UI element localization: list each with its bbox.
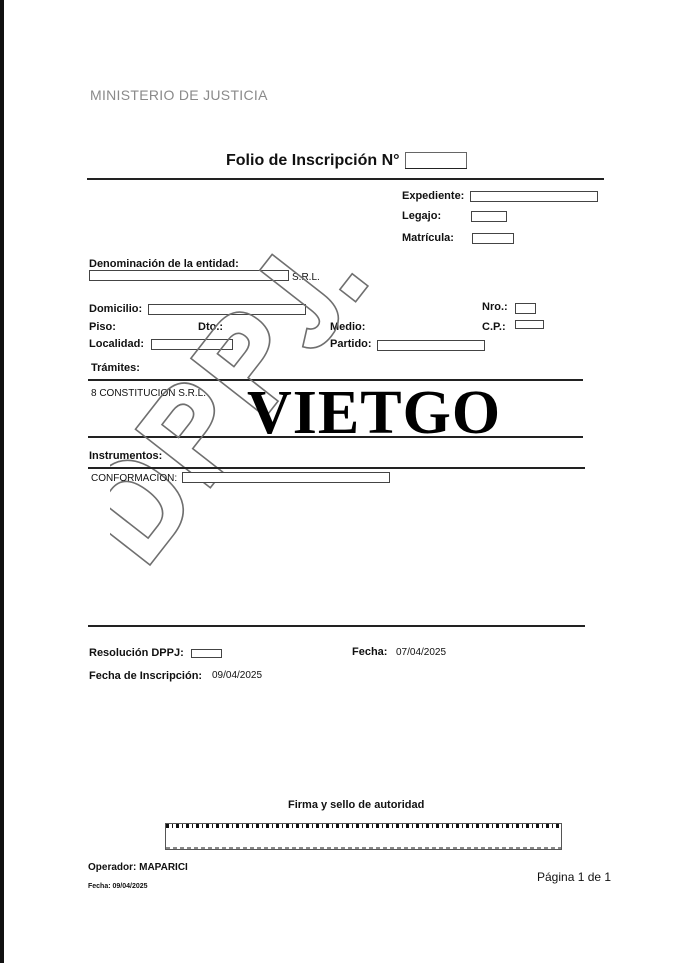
folio-title: Folio de Inscripción N° — [226, 152, 400, 169]
domicilio-label: Domicilio: — [89, 303, 143, 315]
partido-label: Partido: — [330, 338, 372, 350]
matricula-label: Matrícula: — [402, 232, 454, 244]
signature-scan-marks-bottom — [166, 847, 561, 849]
expediente-field[interactable] — [470, 191, 598, 202]
fecha-label: Fecha: — [352, 646, 388, 658]
piso-label: Piso: — [89, 321, 116, 333]
header-rule — [87, 178, 604, 180]
operator-label: Operador: MAPARICI — [88, 862, 188, 873]
signature-scan-marks — [166, 823, 561, 828]
medio-label: Medio: — [330, 321, 366, 333]
signature-field[interactable] — [165, 823, 562, 850]
nro-label: Nro.: — [482, 301, 508, 313]
denominacion-label: Denominación de la entidad: — [89, 258, 239, 270]
instrumentos-label: Instrumentos: — [89, 450, 163, 462]
tramites-label: Trámites: — [91, 362, 140, 374]
inscripcion-label: Fecha de Inscripción: — [89, 670, 203, 682]
dto-label: Dto.: — [198, 321, 224, 333]
localidad-label: Localidad: — [89, 338, 145, 350]
section-rule — [88, 625, 585, 627]
resolucion-label: Resolución DPPJ: — [89, 647, 184, 659]
instrumentos-field[interactable] — [182, 472, 390, 483]
page-number: Página 1 de 1 — [537, 870, 612, 884]
expediente-label: Expediente: — [402, 190, 465, 202]
cp-label: C.P.: — [482, 321, 506, 333]
inscripcion-value: 09/04/2025 — [212, 670, 263, 681]
page-edge — [0, 0, 4, 963]
footer-date: Fecha: 09/04/2025 — [88, 883, 148, 890]
fecha-value: 07/04/2025 — [396, 647, 447, 658]
folio-number-field[interactable] — [405, 152, 467, 168]
ministry-header: MINISTERIO DE JUSTICIA — [90, 87, 268, 103]
legajo-label: Legajo: — [402, 210, 442, 222]
srl-suffix: S.R.L. — [292, 272, 320, 283]
instrumentos-rule — [88, 467, 585, 469]
legajo-field[interactable] — [471, 211, 507, 222]
instrumentos-value: CONFORMACION: — [91, 473, 178, 484]
folio-underline — [405, 168, 467, 169]
tramites-value: 8 CONSTITUCION S.R.L. — [91, 388, 207, 399]
signature-label: Firma y sello de autoridad — [288, 799, 425, 811]
resolucion-field[interactable] — [191, 649, 222, 658]
vietgo-stamp: VIETGO — [247, 379, 502, 447]
